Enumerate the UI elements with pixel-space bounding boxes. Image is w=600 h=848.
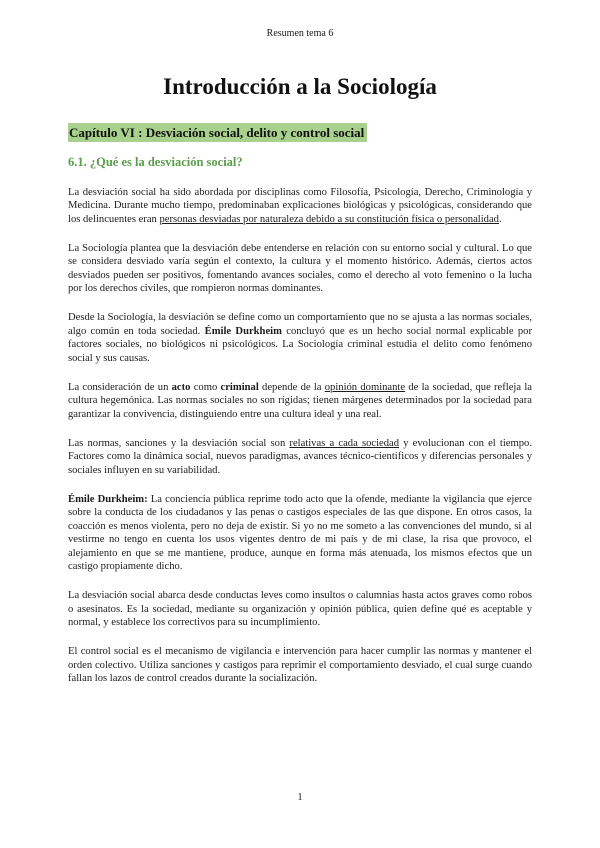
paragraph-social-control (68, 645, 532, 686)
running-header: Resumen tema 6 (266, 28, 334, 39)
text-run: La conciencia pública reprime todo acto que la ofende, mediante la vigilancia que ejerce sobre la conducta de los ciudadanos y las penas o castigos especiales de las que dispone. En otros casos, la coacción es menos violenta, pero no deja de existir. Si yo no me someto a las convenciones del mundo, si al vestirme no tengo en cuenta los usos vigentes dentro de mi país y de mi clase, la risa que provoco, el alejamiento en que se me mantiene, produce, aunque en forma más atenuada, los mismos efectos que un castigo propiamente dicho. (68, 493, 532, 572)
text-run: concluyó que es un hecho social normal explicable por factores sociales, no biológicos ni psicológicos. La Sociología criminal estudia el delito como fenómeno social y sus causas. (68, 325, 532, 364)
paragraph-durkheim-definition (68, 311, 532, 365)
text-run: Émile Durkheim (204, 325, 282, 337)
text-run: relativas a cada sociedad (289, 437, 400, 449)
paragraph-criminal-act (68, 381, 532, 422)
text-run: opinión dominante (324, 381, 406, 393)
paragraph-relative-norms (68, 437, 532, 478)
paragraph-durkheim-quote (68, 493, 532, 574)
text-run: acto (171, 381, 191, 393)
chapter-heading-highlight: Capítulo VI : Desviación social, delito y control social (68, 123, 367, 142)
text-run: como (190, 381, 221, 393)
paragraph-disciplines (68, 186, 532, 227)
document-content (68, 0, 532, 686)
page-number: 1 (297, 792, 303, 803)
text-run: La consideración de un (68, 381, 172, 393)
text-run: Desde la Sociología, la desviación se define como un comportamiento que no se ajusta a las normas sociales, algo común en toda sociedad. (68, 312, 532, 337)
text-run: El control social es el mecanismo de vigilancia e intervención para hacer cumplir las normas y mantener el orden colectivo. Utiliza sanciones y castigos para reprimir el comportamiento desviado, el cual surge cuando fallan los lazos de control creados durante la socialización. (68, 646, 532, 684)
text-run: de la sociedad, que refleja la cultura hegemónica. Las normas sociales no son rígidas; tienen márgenes determinados por la sociedad para garantizar la convivencia, distinguiendo entre una cultura ideal y una real. (68, 381, 532, 420)
chapter-heading (68, 125, 532, 140)
text-run: criminal (220, 381, 259, 393)
text-run: La Sociología plantea que la desviación debe entenderse en relación con su entorno social y cultural. Lo que se considera desviado varía según el contexto, la cultura y el momento histórico. Además, ciertos actos desviados pueden ser positivos, fomentando avances sociales, como el derecho al voto femenino o la lucha por los derechos civiles, que rompieron normas dominantes. (68, 242, 532, 294)
text-run: La desviación social abarca desde conductas leves como insultos o calumnias hasta actos graves como robos o asesinatos. Es la sociedad, mediante su organización y opinión pública, quien define qué es aceptable y normal, y establece los correctivos para su incumplimiento. (68, 590, 532, 628)
text-run: . (498, 213, 502, 225)
text-run: personas desviadas por naturaleza debido a su constitución física o personalidad (159, 213, 499, 225)
text-run: La desviación social ha sido abordada por disciplinas como Filosofía, Psicología, Derecho, Criminología y Medicina. Durante mucho tiempo, predominaban explicaciones biológicas y psicológicas, considerando que los delincuentes eran (68, 186, 532, 225)
paragraph-sociology-context (68, 242, 532, 296)
text-run: Émile Durkheim: (68, 493, 148, 505)
document-title: Introducción a la Sociología (163, 74, 437, 99)
paragraph-deviation-range (68, 589, 532, 630)
section-heading: 6.1. ¿Qué es la desviación social? (68, 155, 243, 169)
text-run: y evolucionan con el tiempo. Factores como la dinámica social, nuevos paradigmas, avances técnico-científicos y diferencias personales y sociales influyen en su variabilidad. (68, 437, 532, 476)
text-run: depende de la (258, 381, 325, 393)
text-run: Las normas, sanciones y la desviación social son (68, 437, 290, 449)
